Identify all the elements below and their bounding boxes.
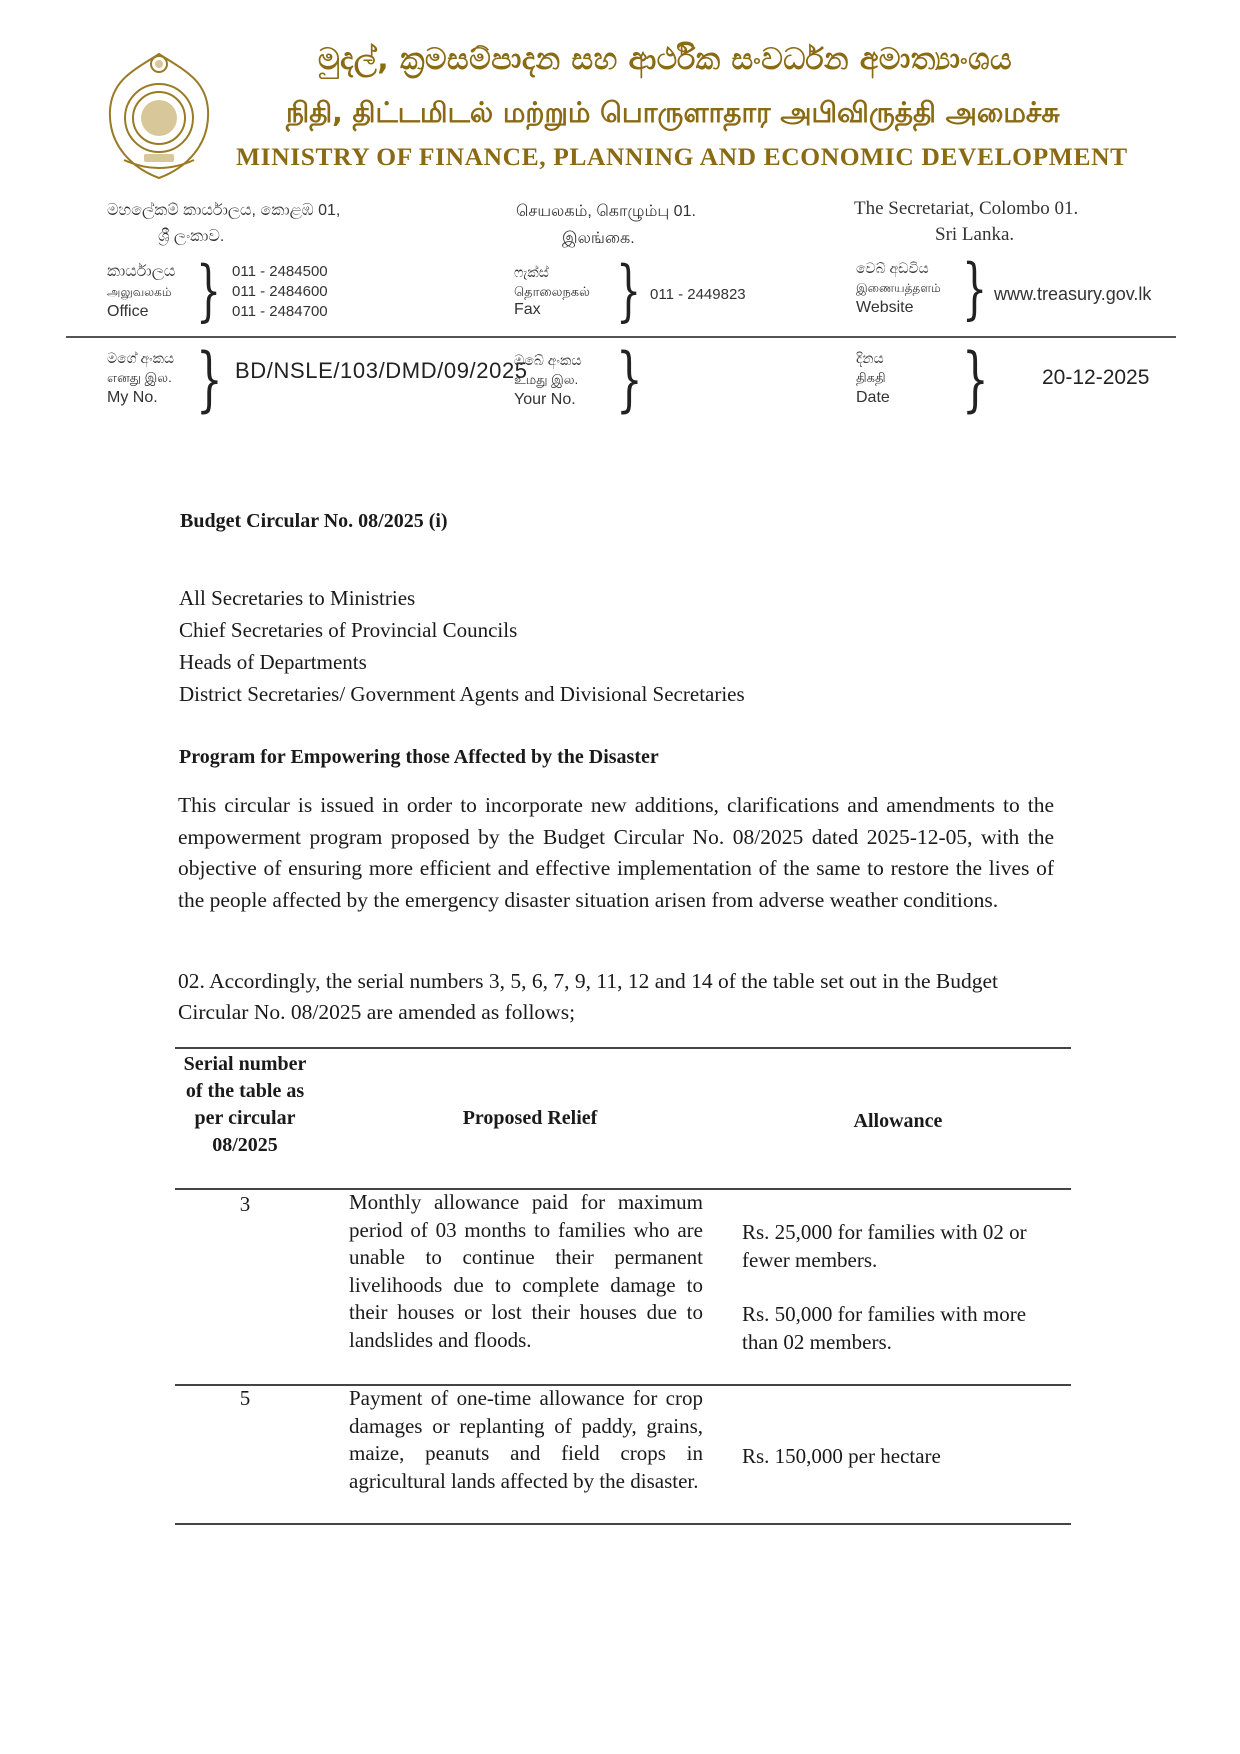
website-label-english: Website xyxy=(856,299,914,316)
paragraph-1: This circular is issued in order to incorporate new additions, clarifications and amendments to the empowerment program proposed by the Budget Circular No. 08/2025 dated 2025-12-05, with the objective of ensuring more efficient and effective implementation of the same to restore the lives of the people affected by the emergency disaster situation arisen from adverse weather conditions. xyxy=(178,793,1054,912)
office-labels xyxy=(107,262,175,322)
recipient-4: District Secretaries/ Government Agents and Divisional Secretaries xyxy=(179,682,745,706)
your-no-labels xyxy=(514,350,581,410)
circular-title: Budget Circular No. 08/2025 (i) xyxy=(180,510,448,532)
fax-label-tamil: தொலைநகல் xyxy=(514,284,590,299)
office-label-sinhala: කාර්යාලය xyxy=(107,263,176,280)
subject-heading: Program for Empowering those Affected by the Disaster xyxy=(179,746,659,768)
header-allowance: Allowance xyxy=(853,1110,943,1132)
date-labels xyxy=(856,348,890,408)
address-tamil-line-2: இலங்கை. xyxy=(562,230,635,247)
office-label-tamil: அலுவலகம் xyxy=(107,285,172,299)
website-label-tamil: இணையத்தளம் xyxy=(856,281,941,295)
fax-label-sinhala: ෆැක්ස් xyxy=(514,264,549,280)
row-5-allowance: Rs. 150,000 per hectare xyxy=(742,1444,941,1468)
brace-my-no: } xyxy=(196,338,223,420)
website-label-sinhala: වෙබ් අඩවිය xyxy=(856,260,929,276)
ministry-title-english: MINISTRY OF FINANCE, PLANNING AND ECONOMIC DEVELOPMENT xyxy=(236,142,1128,171)
office-number-2: 011 - 2484600 xyxy=(232,283,328,300)
date-label-english: Date xyxy=(856,389,890,406)
row-3-allowance-1: Rs. 25,000 for families with 02 or fewer members. xyxy=(742,1220,1027,1272)
national-emblem-seal xyxy=(104,50,214,182)
table-bottom-rule xyxy=(175,1523,1071,1525)
address-tamil-line-1: செயலகம், கொழும்பு 01. xyxy=(516,203,696,220)
row-3-allowance-2: Rs. 50,000 for families with more than 02 members. xyxy=(742,1302,1027,1354)
ministry-title-sinhala: මුදල්, ක්‍රමසම්පාදන සහ ආර්ථික සංවර්ධන අමාත්‍යාංශය xyxy=(318,42,1013,77)
brace-website: } xyxy=(962,250,988,327)
fax-number: 011 - 2449823 xyxy=(650,286,746,303)
address-sinhala-line-2: ශ්‍රී ලංකාව. xyxy=(158,228,225,245)
address-english-line-2: Sri Lanka. xyxy=(935,224,1015,245)
brace-office: } xyxy=(196,252,222,329)
recipient-1: All Secretaries to Ministries xyxy=(179,586,416,610)
header-proposed-relief: Proposed Relief xyxy=(462,1107,598,1129)
fax-labels xyxy=(514,262,590,318)
recipient-3: Heads of Departments xyxy=(179,650,367,674)
ministry-title-tamil: நிதி, திட்டமிடல் மற்றும் பொருளாதார அபிவிருத்தி அமைச்சு xyxy=(286,96,1060,129)
header-serial-number: Serial number of the table as per circular 08/2025 xyxy=(183,1053,307,1156)
address-sinhala-line-1: මහලේකම් කාර්යාලය, කොළඹ 01, xyxy=(107,202,341,219)
your-no-label-tamil: உமது இல. xyxy=(514,372,579,387)
office-number-3: 011 - 2484700 xyxy=(232,303,328,320)
date-label-sinhala: දිනය xyxy=(856,350,884,366)
your-no-label-sinhala: ඔබේ අංකය xyxy=(514,352,582,368)
paragraph-2: 02. Accordingly, the serial numbers 3, 5, 6, 7, 9, 11, 12 and 14 of the table set out in the Budget Circular No. 08/2025 are amended as follows; xyxy=(178,969,999,1024)
brace-fax: } xyxy=(616,252,642,329)
row-5-serial: 5 xyxy=(239,1386,251,1410)
office-label-english: Office xyxy=(107,303,149,320)
amendment-table xyxy=(175,1047,1071,1527)
date-label-tamil: திகதி xyxy=(856,370,886,385)
office-numbers xyxy=(232,262,328,322)
recipients-list xyxy=(179,582,745,710)
recipient-2: Chief Secretaries of Provincial Councils xyxy=(179,618,518,642)
brace-your-no: } xyxy=(616,338,643,420)
my-no-label-sinhala: මගේ අංකය xyxy=(107,350,175,366)
office-number-1: 011 - 2484500 xyxy=(232,263,328,280)
brace-date: } xyxy=(962,338,989,420)
my-no-label-english: My No. xyxy=(107,389,158,406)
row-5-relief: Payment of one-time allowance for crop damages or replanting of paddy, grains, maize, peanuts and field crops in agricultural lands affected by the disaster. xyxy=(349,1386,703,1493)
table-top-rule xyxy=(175,1047,1071,1049)
website-link[interactable]: www.treasury.gov.lk xyxy=(994,284,1152,304)
my-no-labels xyxy=(107,348,174,408)
fax-label-english: Fax xyxy=(514,301,541,318)
row-3-relief: Monthly allowance paid for maximum period of 03 months to families who are unable to continue their permanent livelihoods due to complete damage to their houses or lost their houses due to landslides and floods. xyxy=(349,1190,703,1352)
address-english-line-1: The Secretariat, Colombo 01. xyxy=(854,198,1079,219)
my-no-label-tamil: எனது இல. xyxy=(107,370,172,385)
your-no-label-english: Your No. xyxy=(514,391,576,408)
my-no-value: BD/NSLE/103/DMD/09/2025 xyxy=(235,358,528,383)
date-value: 20-12-2025 xyxy=(1042,366,1150,389)
website-labels xyxy=(856,258,941,318)
row-3-serial: 3 xyxy=(239,1192,251,1216)
